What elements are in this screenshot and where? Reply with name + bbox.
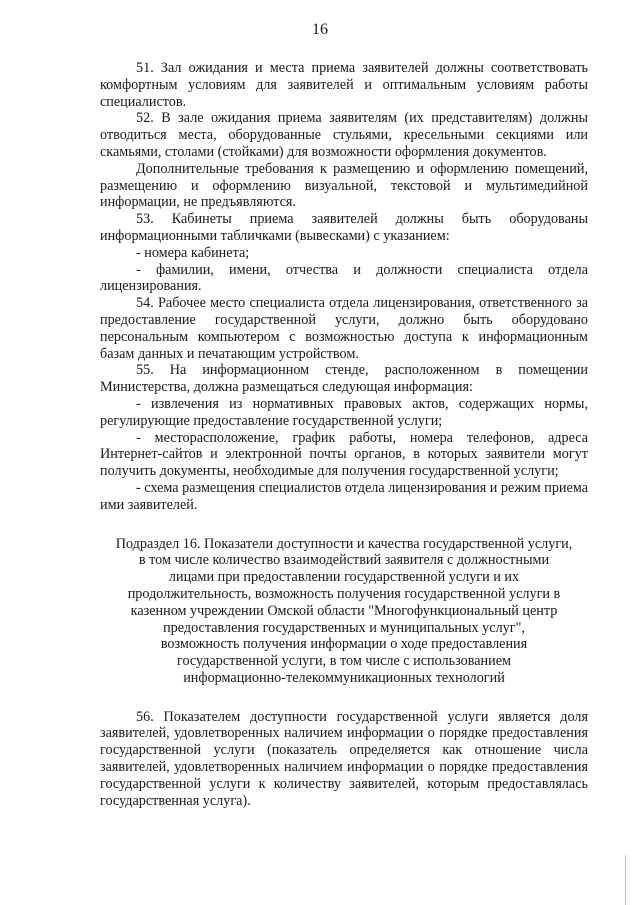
list-item-specialist-layout: - схема размещения специалистов отдела лицензирования и режим приема ими заявителей. xyxy=(100,479,588,513)
heading-line: возможность получения информации о ходе предоставления xyxy=(160,636,528,653)
heading-line: предоставления государственных и муниципальных услуг", xyxy=(163,619,525,636)
heading-line: информационно-телекоммуникационных технологий xyxy=(183,669,505,686)
paragraph-additional-requirements: Дополнительные требования к размещению и оформлению помещений, размещению и оформлению визуальной, текстовой и мультимедийной информации, не предъявляются. xyxy=(100,160,588,211)
page-number: 16 xyxy=(312,21,328,38)
heading-line: государственной услуги, в том числе с использованием xyxy=(177,653,511,670)
list-item-location-contacts: - месторасположение, график работы, номера телефонов, адреса Интернет-сайтов и электронной почты органов, в которых заявители могут получить документы, необходимые для получения государственной услуги; xyxy=(100,429,588,480)
list-item-room-number: - номера кабинета; xyxy=(136,244,250,261)
list-item-legal-extracts: - извлечения из нормативных правовых актов, содержащих нормы, регулирующие предоставление государственной услуги; xyxy=(100,395,588,429)
scan-edge-mark xyxy=(625,855,626,905)
paragraph-51: 51. Зал ожидания и места приема заявителей должны соответствовать комфортным условиям для заявителей и оптимальным условиям работы специалистов. xyxy=(100,60,588,110)
list-item-specialist-name: - фамилии, имени, отчества и должности специалиста отдела лицензирования. xyxy=(100,261,588,295)
heading-line: лицами при предоставлении государственной услуги и их xyxy=(168,569,520,586)
subsection-16-heading xyxy=(100,536,588,687)
paragraph-53: 53. Кабинеты приема заявителей должны быть оборудованы информационными табличками (вывесками) с указанием: xyxy=(100,211,588,244)
heading-line: продолжительность, возможность получения государственной услуги в xyxy=(127,585,561,602)
paragraph-54: 54. Рабочее место специалиста отдела лицензирования, ответственного за предоставление государственной услуги, должно быть оборудовано персональным компьютером с возможностью доступа к информационным базам данных и печатающим устройством. xyxy=(100,295,588,362)
page-content xyxy=(100,60,588,809)
heading-line: казенном учреждении Омской области "Многофункциональный центр xyxy=(130,602,558,619)
paragraph-52: 52. В зале ожидания приема заявителям (их представителям) должны отводиться места, оборудованные стульями, кресельными секциями или скамьями, столами (стойками) для возможности оформления документов. xyxy=(100,110,588,160)
paragraph-55: 55. На информационном стенде, расположенном в помещении Министерства, должна размещаться следующая информация: xyxy=(100,362,588,396)
paragraph-56: 56. Показателем доступности государственной услуги является доля заявителей, удовлетворенных наличием информации о порядке предоставления государственной услуги (показатель определяется как отношение числа заявителей, удовлетворенных наличием информации о порядке предоставления государственной услуги к количеству заявителей, которым предоставлялась государственная услуга). xyxy=(100,708,588,809)
heading-line: в том числе количество взаимодействий заявителя с должностными xyxy=(138,552,550,569)
heading-line: Подраздел 16. Показатели доступности и качества государственной услуги, xyxy=(115,535,573,552)
